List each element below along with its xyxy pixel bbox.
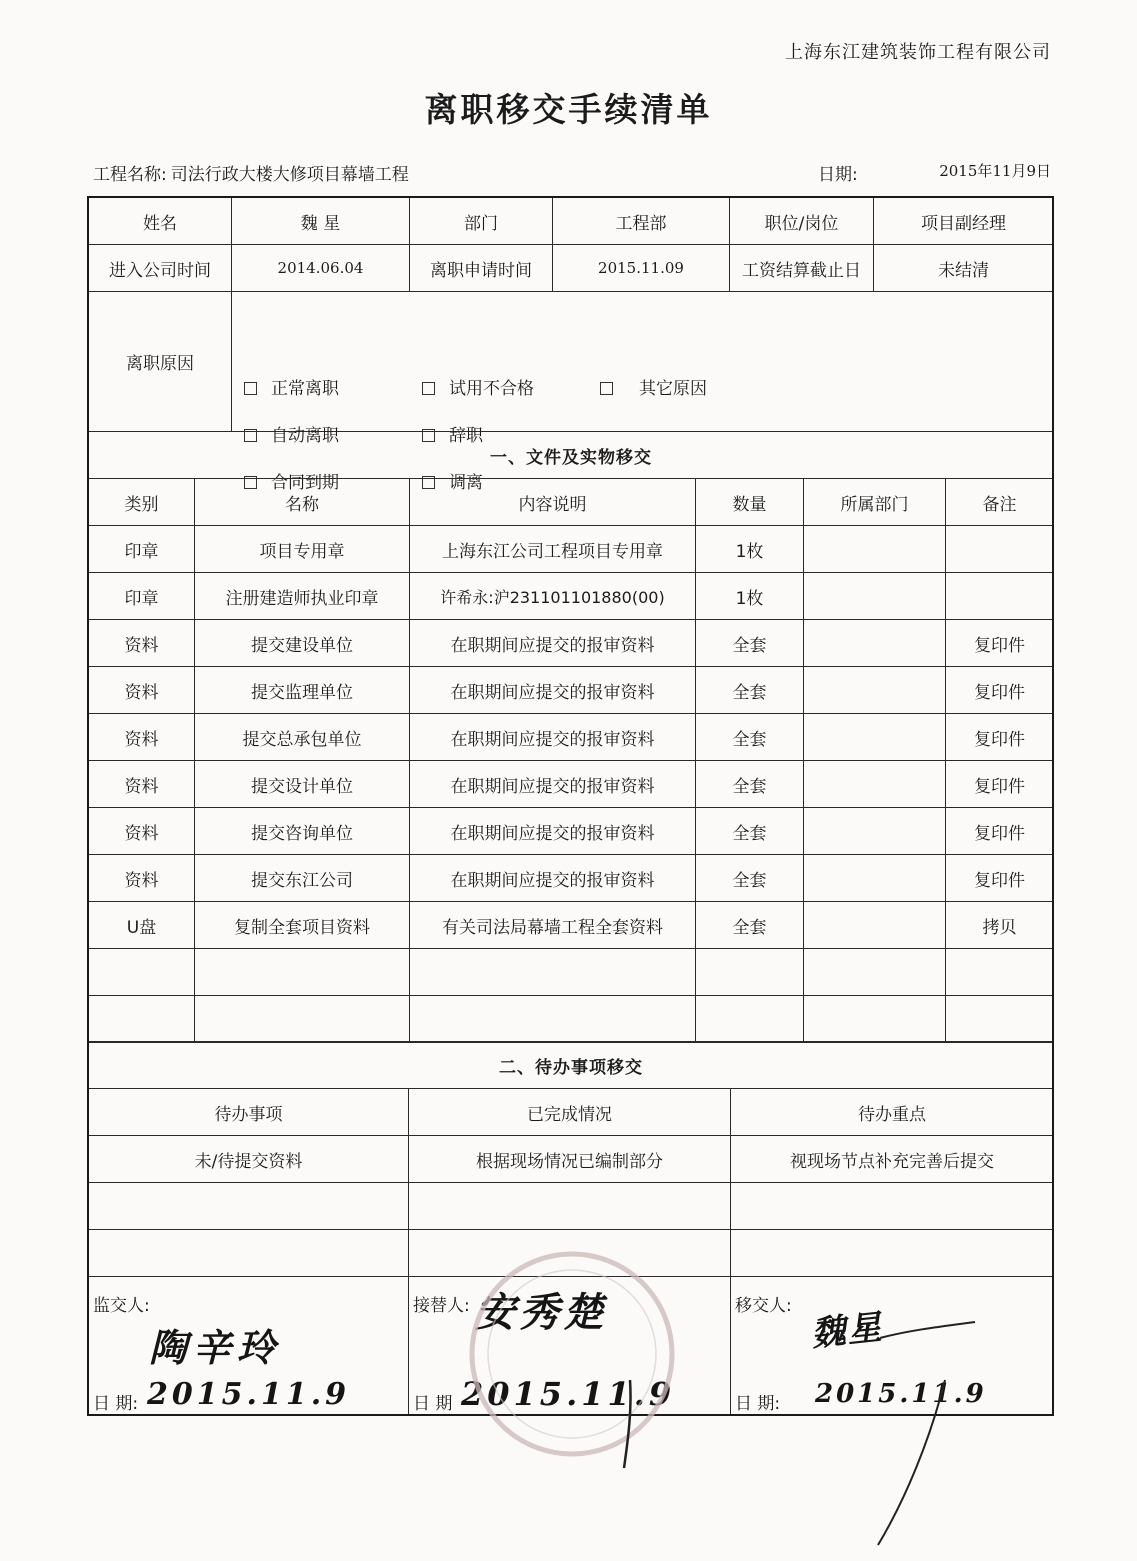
handover-handwritten-name: 魏星 [809,1307,886,1355]
receiver-signature-cell [409,1277,731,1416]
table-cell: 上海东江公司工程项目专用章 [410,526,696,573]
reason-option[interactable]: 试用不合格 [422,374,534,399]
table-row [89,855,1054,902]
table-cell: 全套 [696,667,804,714]
table-cell: 复印件 [946,855,1054,902]
table-cell: 资料 [89,620,195,667]
table-cell: 提交设计单位 [195,761,410,808]
table-cell: 视现场节点补充完善后提交 [731,1136,1054,1183]
dept-label: 部门 [410,198,553,245]
table-cell: 提交总承包单位 [195,714,410,761]
column-header: 所属部门 [804,479,946,526]
handover-label: 移交人: [735,1296,792,1316]
reason-option[interactable]: 其它原因 [600,374,707,399]
handover-items-table [88,478,1054,1043]
table-header-row [89,479,1054,526]
table-cell: 许希永:沪231101101880(00) [410,573,696,620]
salary-status: 未结清 [874,245,1054,292]
project-value: 司法行政大楼大修项目幕墙工程 [170,165,409,185]
checkbox[interactable] [244,429,257,442]
table-row [89,714,1054,761]
table-cell: 复印件 [946,761,1054,808]
table-cell: 全套 [696,620,804,667]
column-header: 数量 [696,479,804,526]
position-value: 项目副经理 [874,198,1054,245]
table-cell: 1枚 [696,573,804,620]
table-cell [804,902,946,949]
table-cell: U盘 [89,902,195,949]
name-value: 魏 星 [232,198,410,245]
checkbox[interactable] [600,382,613,395]
table-cell: 注册建造师执业印章 [195,573,410,620]
dept-value: 工程部 [553,198,730,245]
table-cell: 全套 [696,714,804,761]
table-row [89,996,1054,1043]
receiver-handwritten-date: 2015.11.9 [461,1375,676,1413]
table-cell: 提交建设单位 [195,620,410,667]
supervisor-signature-cell [89,1277,409,1416]
table-cell: 根据现场情况已编制部分 [409,1136,731,1183]
table-row [89,902,1054,949]
company-name: 上海东江建筑装饰工程有限公司 [785,42,1051,63]
receiver-label: 接替人: [413,1296,470,1316]
column-header: 名称 [195,479,410,526]
table-row [89,808,1054,855]
table-cell [195,996,410,1043]
table-cell [804,620,946,667]
project-name [93,160,409,185]
table-cell [804,573,946,620]
date-label: 日期: [818,165,858,185]
table-cell: 有关司法局幕墙工程全套资料 [410,902,696,949]
table-cell [804,714,946,761]
table-cell [409,1230,731,1277]
table-cell: 在职期间应提交的报审资料 [410,855,696,902]
column-header: 类别 [89,479,195,526]
column-header: 待办重点 [731,1089,1054,1136]
table-cell: 印章 [89,573,195,620]
table-cell: 全套 [696,761,804,808]
table-cell: 在职期间应提交的报审资料 [410,667,696,714]
apply-label: 离职申请时间 [410,245,553,292]
table-cell [731,1230,1054,1277]
table-cell [946,526,1054,573]
table-cell [804,949,946,996]
table-cell [946,996,1054,1043]
supervisor-handwritten-date: 2015.11.9 [147,1377,351,1412]
table-cell [804,808,946,855]
table-cell: 复印件 [946,714,1054,761]
table-cell [804,855,946,902]
reason-option[interactable]: 自动离职 [244,421,339,446]
table-cell: 资料 [89,667,195,714]
column-header: 内容说明 [410,479,696,526]
table-cell: 复制全套项目资料 [195,902,410,949]
table-cell [804,996,946,1043]
table-cell [89,949,195,996]
table-cell: 资料 [89,714,195,761]
project-label: 工程名称: [93,165,167,185]
table-cell [946,573,1054,620]
table-cell: 项目专用章 [195,526,410,573]
name-label: 姓名 [89,198,232,245]
table-cell: 在职期间应提交的报审资料 [410,761,696,808]
reason-option[interactable]: 合同到期 [244,468,339,493]
supervisor-date-label: 日 期: [93,1394,139,1414]
column-header: 已完成情况 [409,1089,731,1136]
table-cell [804,761,946,808]
table-row [89,949,1054,996]
table-cell: 复印件 [946,667,1054,714]
table-cell: 在职期间应提交的报审资料 [410,620,696,667]
join-label: 进入公司时间 [89,245,232,292]
reason-label: 离职原因 [89,292,232,432]
table-cell [731,1183,1054,1230]
checkbox[interactable] [244,382,257,395]
section1-title: 一、文件及实物移交 [89,432,1054,479]
table-row [89,1183,1054,1230]
table-row [89,761,1054,808]
reason-option[interactable]: 正常离职 [244,374,339,399]
table-cell: 提交咨询单位 [195,808,410,855]
table-cell [195,949,410,996]
table-cell: 拷贝 [946,902,1054,949]
table-cell [89,1183,409,1230]
column-header: 备注 [946,479,1054,526]
table-cell [946,949,1054,996]
handover-date-label: 日 期: [735,1394,781,1414]
reason-option[interactable]: 调离 [422,468,483,493]
reason-option[interactable]: 辞职 [422,421,483,446]
table-row [89,620,1054,667]
table-cell [409,1183,731,1230]
document-title: 离职移交手续清单 [424,90,713,129]
table-cell: 在职期间应提交的报审资料 [410,808,696,855]
pending-items-table [88,1041,1054,1277]
handover-signature-cell [731,1277,1054,1416]
table-cell: 提交监理单位 [195,667,410,714]
table-cell: 提交东江公司 [195,855,410,902]
join-date: 2014.06.04 [232,245,410,292]
table-cell: 全套 [696,855,804,902]
table-cell: 在职期间应提交的报审资料 [410,714,696,761]
table-cell: 复印件 [946,620,1054,667]
table-cell [696,996,804,1043]
apply-date: 2015.11.09 [553,245,730,292]
column-header: 待办事项 [89,1089,409,1136]
signature-table [88,1276,1054,1416]
table-header-row [89,1089,1054,1136]
receiver-handwritten-name: 安秀楚 [475,1289,607,1336]
table-cell [410,996,696,1043]
table-cell: 资料 [89,761,195,808]
table-cell: 1枚 [696,526,804,573]
table-row [89,667,1054,714]
table-cell [804,667,946,714]
receiver-date-label: 日 期 [413,1394,453,1414]
table-cell: 印章 [89,526,195,573]
table-cell: 资料 [89,808,195,855]
table-cell: 资料 [89,855,195,902]
table-cell: 复印件 [946,808,1054,855]
supervisor-label: 监交人: [93,1296,150,1316]
table-cell [89,1230,409,1277]
table-cell: 全套 [696,808,804,855]
table-row [89,1136,1054,1183]
table-row [89,1230,1054,1277]
employee-info-table [88,197,1054,493]
table-cell [89,996,195,1043]
table-cell: 未/待提交资料 [89,1136,409,1183]
handover-handwritten-date: 2015.11.9 [815,1379,987,1409]
section2-title: 二、待办事项移交 [89,1042,1054,1089]
supervisor-handwritten-name: 陶辛玲 [149,1325,282,1370]
checkbox[interactable] [422,382,435,395]
table-cell [804,526,946,573]
table-row [89,526,1054,573]
table-cell [410,949,696,996]
date-value: 2015年11月9日 [939,162,1051,180]
table-cell: 全套 [696,902,804,949]
table-row [89,573,1054,620]
checkbox[interactable] [422,429,435,442]
table-cell [696,949,804,996]
position-label: 职位/岗位 [730,198,874,245]
salary-label: 工资结算截止日 [730,245,874,292]
